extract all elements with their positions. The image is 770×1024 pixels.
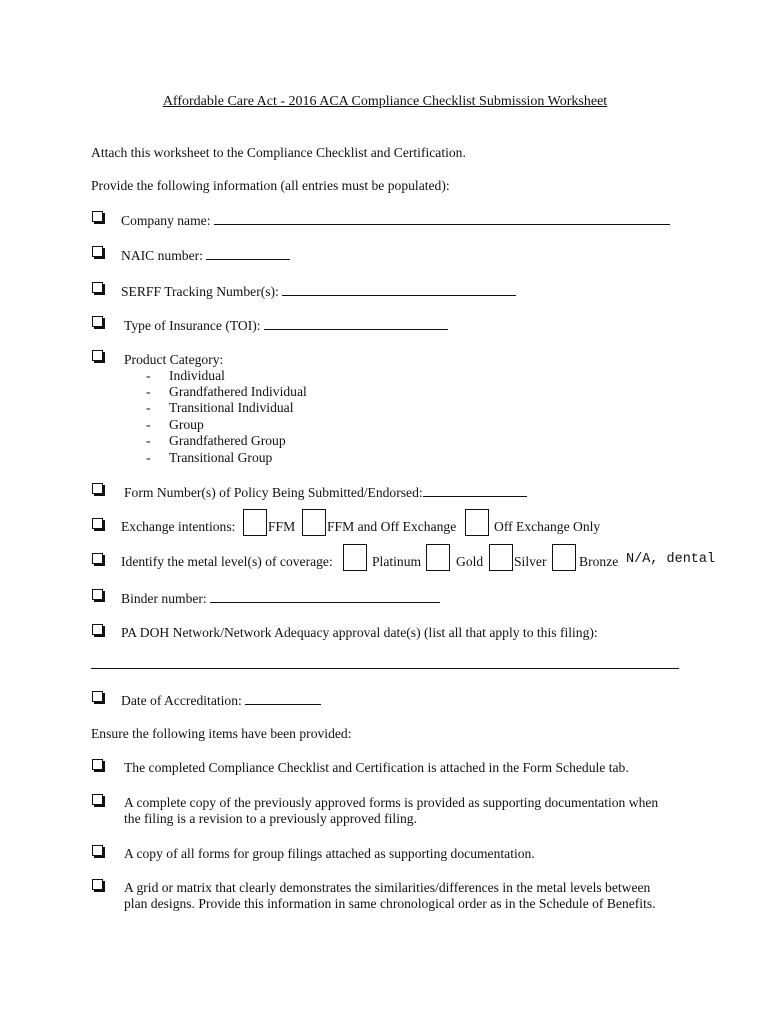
ffm-off-exchange-option-label: FFM and Off Exchange <box>327 519 457 534</box>
ensure-checkbox-2[interactable] <box>92 794 103 805</box>
product-category-item: Grandfathered Group <box>169 433 286 448</box>
product-category-item: Individual <box>169 368 225 383</box>
toi-input-line[interactable] <box>264 317 448 330</box>
ensure-item-4-line1: A grid or matrix that clearly demonstrates the similarities/differences in the metal levels between <box>124 880 651 895</box>
ensure-item-1: The completed Compliance Checklist and Certification is attached in the Form Schedule tab. <box>124 760 629 775</box>
product-dash-5: - <box>146 433 151 448</box>
padoh-checkbox[interactable] <box>92 624 103 635</box>
product-dash-6: - <box>146 450 151 465</box>
padoh-input-line[interactable] <box>91 668 679 669</box>
ensure-checkbox-3[interactable] <box>92 845 103 856</box>
product-category-item: Group <box>169 417 204 432</box>
company-input-line[interactable] <box>214 212 670 225</box>
company-label: Company name: <box>121 213 211 228</box>
product-category-item: Grandfathered Individual <box>169 384 307 399</box>
ensure-item-3: A copy of all forms for group filings attached as supporting documentation. <box>124 846 535 861</box>
ffm-off-exchange-option-box[interactable] <box>302 509 326 536</box>
ensure-checkbox-1[interactable] <box>92 759 103 770</box>
gold-option-box[interactable] <box>426 544 450 571</box>
naic-input-line[interactable] <box>206 247 290 260</box>
ffm-option-label: FFM <box>268 519 296 534</box>
ensure-item-4-line2: plan designs. Provide this information in same chronological order as in the Schedule of Benefits. <box>124 896 656 911</box>
ensure-item-2-line2: the filing is a revision to a previously approved filing. <box>124 811 417 826</box>
platinum-option-box[interactable] <box>343 544 367 571</box>
binder-field <box>121 590 440 607</box>
provide-instruction: Provide the following information (all entries must be populated): <box>91 178 450 193</box>
attach-instruction: Attach this worksheet to the Compliance Checklist and Certification. <box>91 145 466 160</box>
form-numbers-field <box>124 484 527 501</box>
silver-option-box[interactable] <box>489 544 513 571</box>
product-category-label: Product Category: <box>124 352 224 367</box>
binder-input-line[interactable] <box>210 590 440 603</box>
serff-input-line[interactable] <box>282 283 516 296</box>
form-numbers-input-line[interactable] <box>423 484 527 497</box>
product-category-item: Transitional Individual <box>169 400 294 415</box>
product-category-checkbox[interactable] <box>92 350 103 361</box>
gold-option-label: Gold <box>456 554 484 569</box>
product-category-item: Transitional Group <box>169 450 273 465</box>
metal-entry-text[interactable]: N/A, dental <box>626 552 716 567</box>
accreditation-checkbox[interactable] <box>92 691 103 702</box>
toi-checkbox[interactable] <box>92 316 103 327</box>
metal-checkbox[interactable] <box>92 553 103 564</box>
naic-field <box>121 247 290 264</box>
off-exchange-only-option-box[interactable] <box>465 509 489 536</box>
accreditation-label: Date of Accreditation: <box>121 693 242 708</box>
ensure-heading: Ensure the following items have been provided: <box>91 726 352 741</box>
naic-checkbox[interactable] <box>92 246 103 257</box>
binder-label: Binder number: <box>121 591 207 606</box>
platinum-option-label: Platinum <box>372 554 422 569</box>
ensure-checkbox-4[interactable] <box>92 879 103 890</box>
product-dash-1: - <box>146 368 151 383</box>
product-dash-4: - <box>146 417 151 432</box>
form-numbers-checkbox[interactable] <box>92 483 103 494</box>
company-field <box>121 212 670 229</box>
silver-option-label: Silver <box>514 554 547 569</box>
serff-label: SERFF Tracking Number(s): <box>121 284 279 299</box>
accreditation-field <box>121 692 321 709</box>
bronze-option-label: Bronze <box>579 554 619 569</box>
accreditation-input-line[interactable] <box>245 692 321 705</box>
exchange-checkbox[interactable] <box>92 518 103 529</box>
serff-checkbox[interactable] <box>92 282 103 293</box>
exchange-label: Exchange intentions: <box>121 519 236 534</box>
binder-checkbox[interactable] <box>92 589 103 600</box>
serff-field <box>121 283 516 300</box>
toi-label: Type of Insurance (TOI): <box>124 318 261 333</box>
ffm-option-box[interactable] <box>243 509 267 536</box>
bronze-option-box[interactable] <box>552 544 576 571</box>
padoh-label: PA DOH Network/Network Adequacy approval date(s) (list all that apply to this filing): <box>121 625 598 640</box>
form-numbers-label: Form Number(s) of Policy Being Submitted/Endorsed: <box>124 485 423 500</box>
off-exchange-only-option-label: Off Exchange Only <box>494 519 601 534</box>
ensure-item-2-line1: A complete copy of the previously approved forms is provided as supporting documentation when <box>124 795 659 810</box>
company-checkbox[interactable] <box>92 211 103 222</box>
product-dash-3: - <box>146 400 151 415</box>
product-dash-2: - <box>146 384 151 399</box>
naic-label: NAIC number: <box>121 248 203 263</box>
worksheet-title: Affordable Care Act - 2016 ACA Compliance Checklist Submission Worksheet <box>162 94 608 109</box>
metal-label: Identify the metal level(s) of coverage: <box>121 554 333 569</box>
toi-field <box>124 317 448 334</box>
